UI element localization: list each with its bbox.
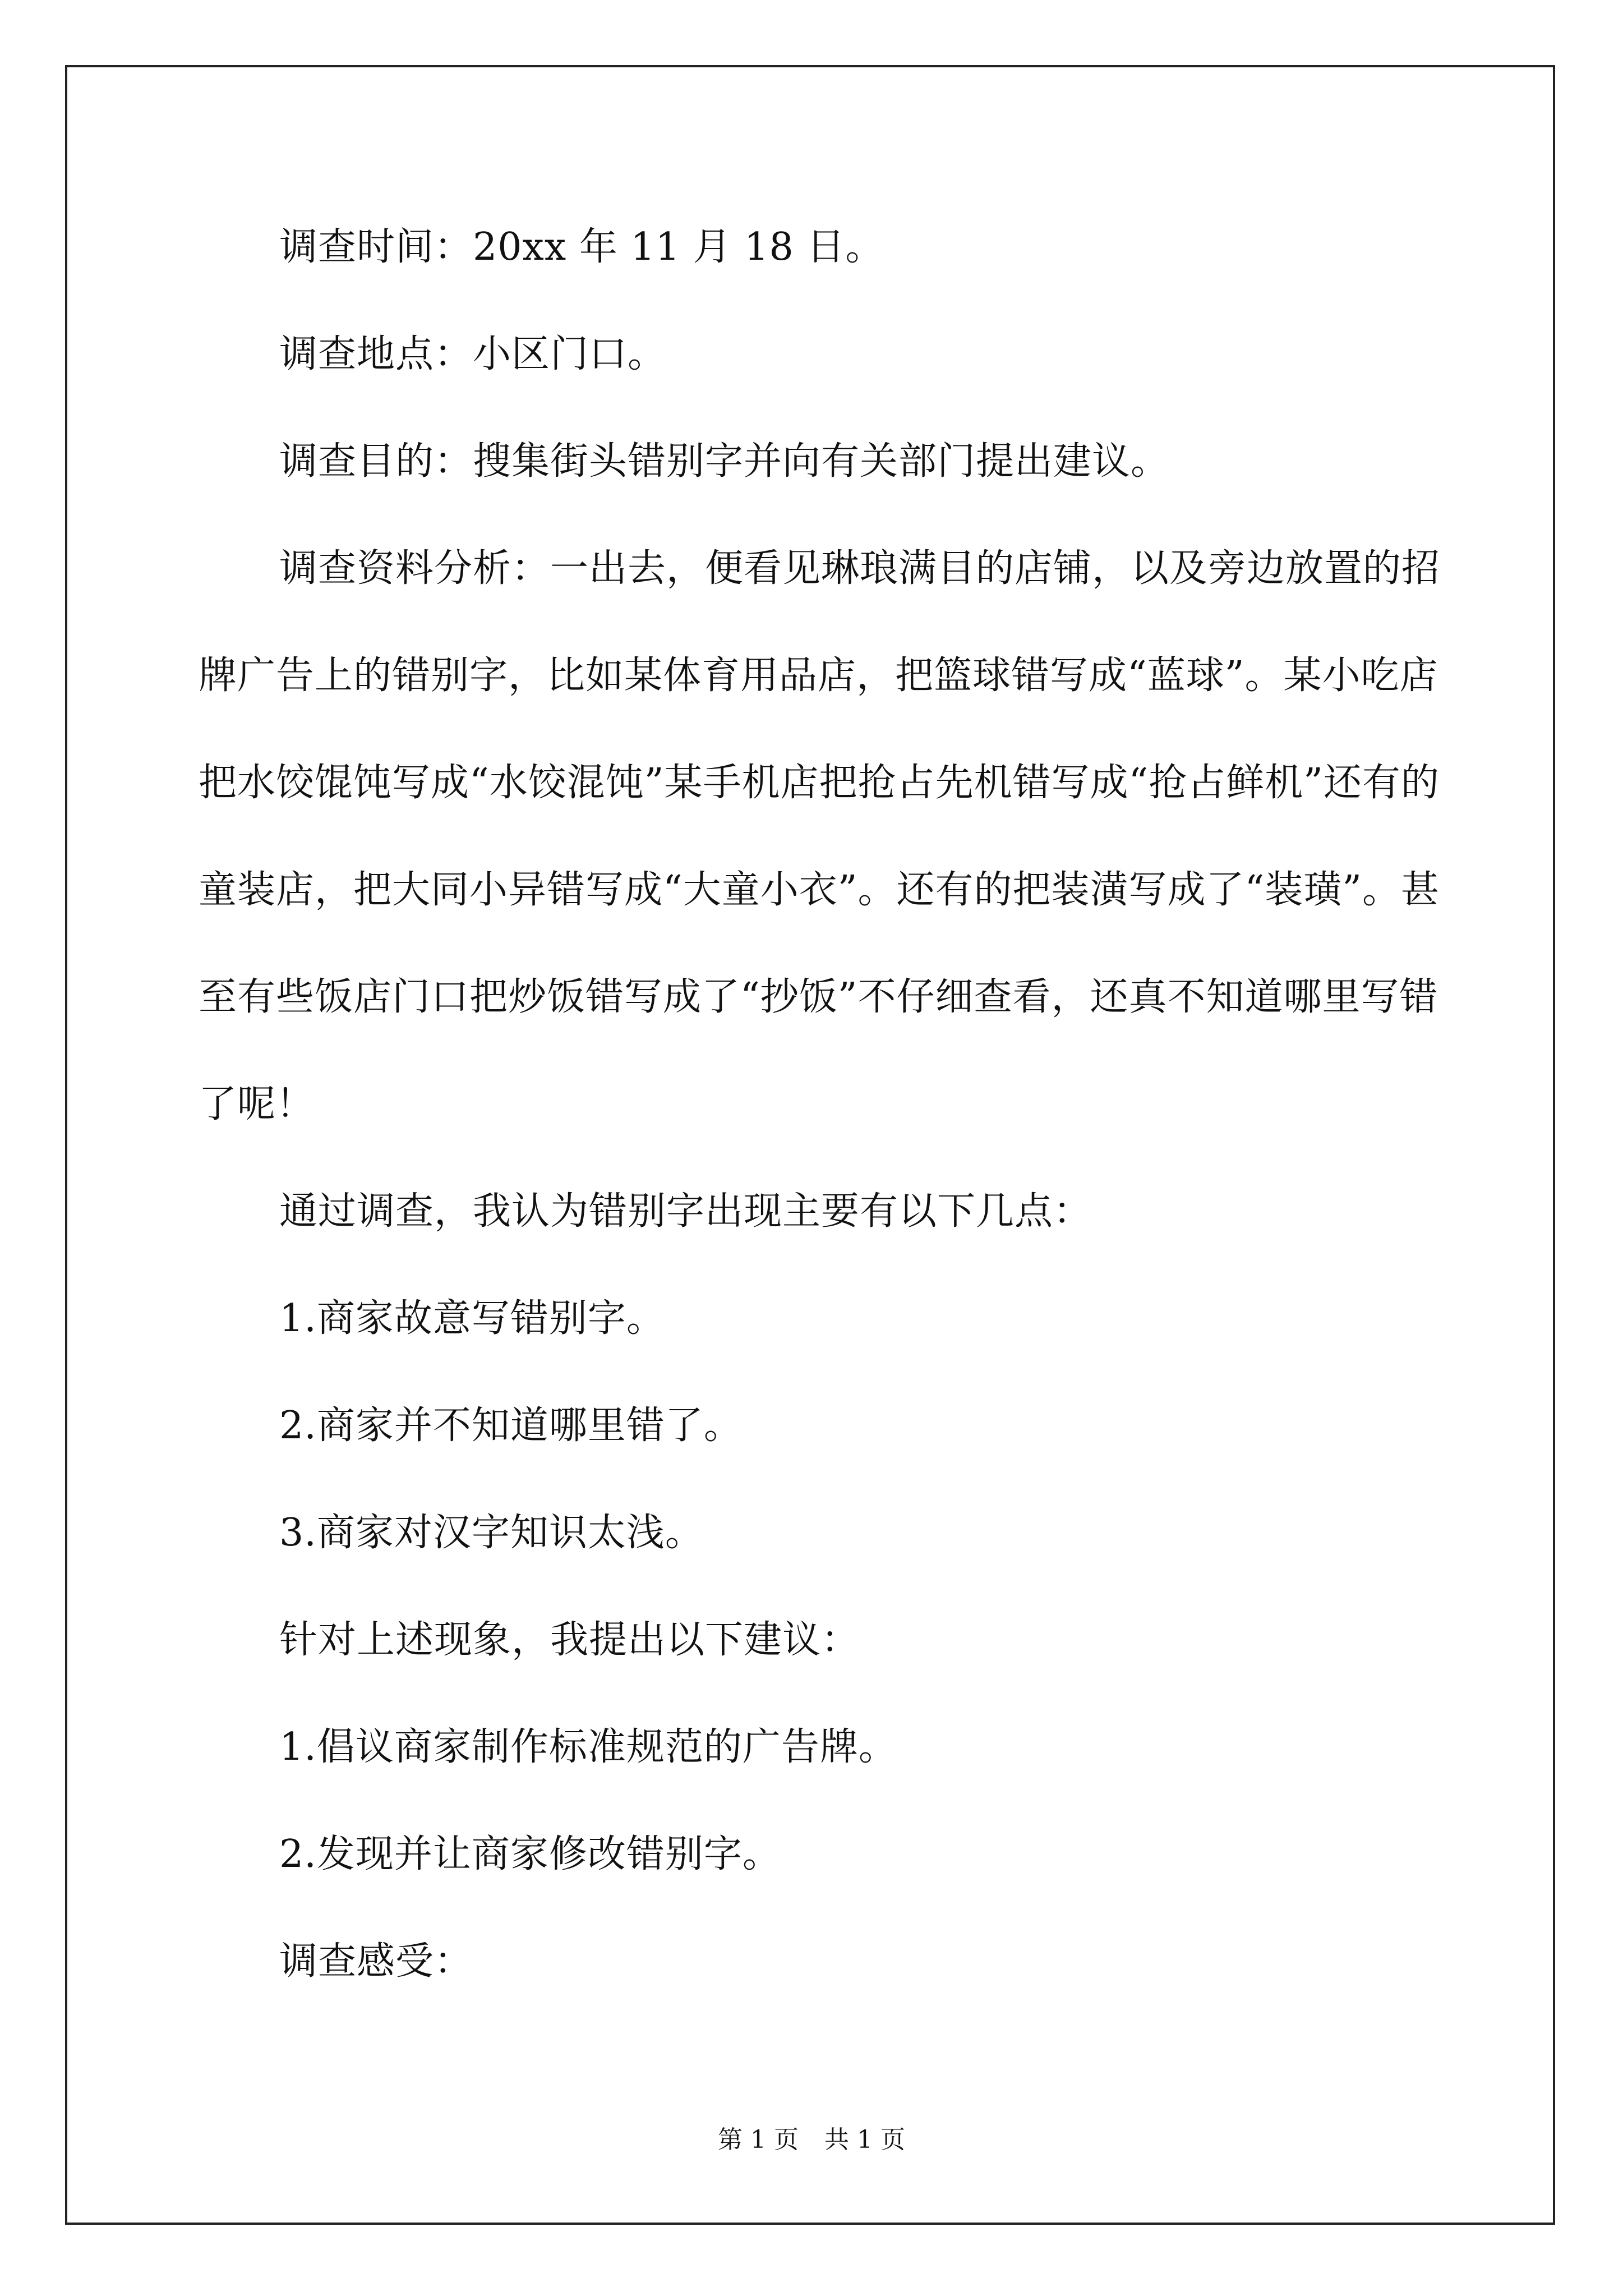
list-item-reason-3: 3.商家对汉字知识太浅。	[279, 1511, 704, 1555]
list-item-suggestion-1: 1.倡议商家制作标准规范的广告牌。	[279, 1725, 897, 1769]
paragraph-suggestions-intro: 针对上述现象，我提出以下建议：	[279, 1618, 860, 1662]
paragraph-survey-purpose: 调查目的：搜集街头错别字并向有关部门提出建议。	[279, 439, 1170, 484]
paragraph-survey-location: 调查地点：小区门口。	[279, 332, 667, 376]
list-item-suggestion-2: 2.发现并让商家修改错别字。	[279, 1832, 781, 1876]
page-footer	[0, 2123, 1623, 2157]
list-item-reason-2: 2.商家并不知道哪里错了。	[279, 1404, 743, 1448]
page-number-total: 共 1 页	[824, 2125, 905, 2154]
document-body	[199, 194, 1449, 2015]
list-item-reason-1: 1.商家故意写错别字。	[279, 1296, 665, 1341]
paragraph-survey-time: 调查时间：20xx 年 11 月 18 日。	[279, 225, 884, 269]
paragraph-reasons-intro: 通过调查，我认为错别字出现主要有以下几点：	[279, 1189, 1092, 1234]
paragraph-survey-feelings: 调查感受：	[279, 1939, 473, 1984]
paragraph-data-analysis: 调查资料分析：一出去，便看见琳琅满目的店铺，以及旁边放置的招牌广告上的错别字，比如某体育用品店，把篮球错写成“蓝球”。某小吃店把水饺馄饨写成“水饺混饨”某手机店把抢占先机错写成“抢占鲜机”还有的童装店，把大同小异错写成“大童小衣”。还有的把装潢写成了“装璜”。甚至有些饭店门口把炒饭错写成了“抄饭”不仔细查看，还真不知道哪里写错了呢！	[199, 546, 1441, 1126]
page-number-current: 第 1 页	[718, 2125, 799, 2154]
